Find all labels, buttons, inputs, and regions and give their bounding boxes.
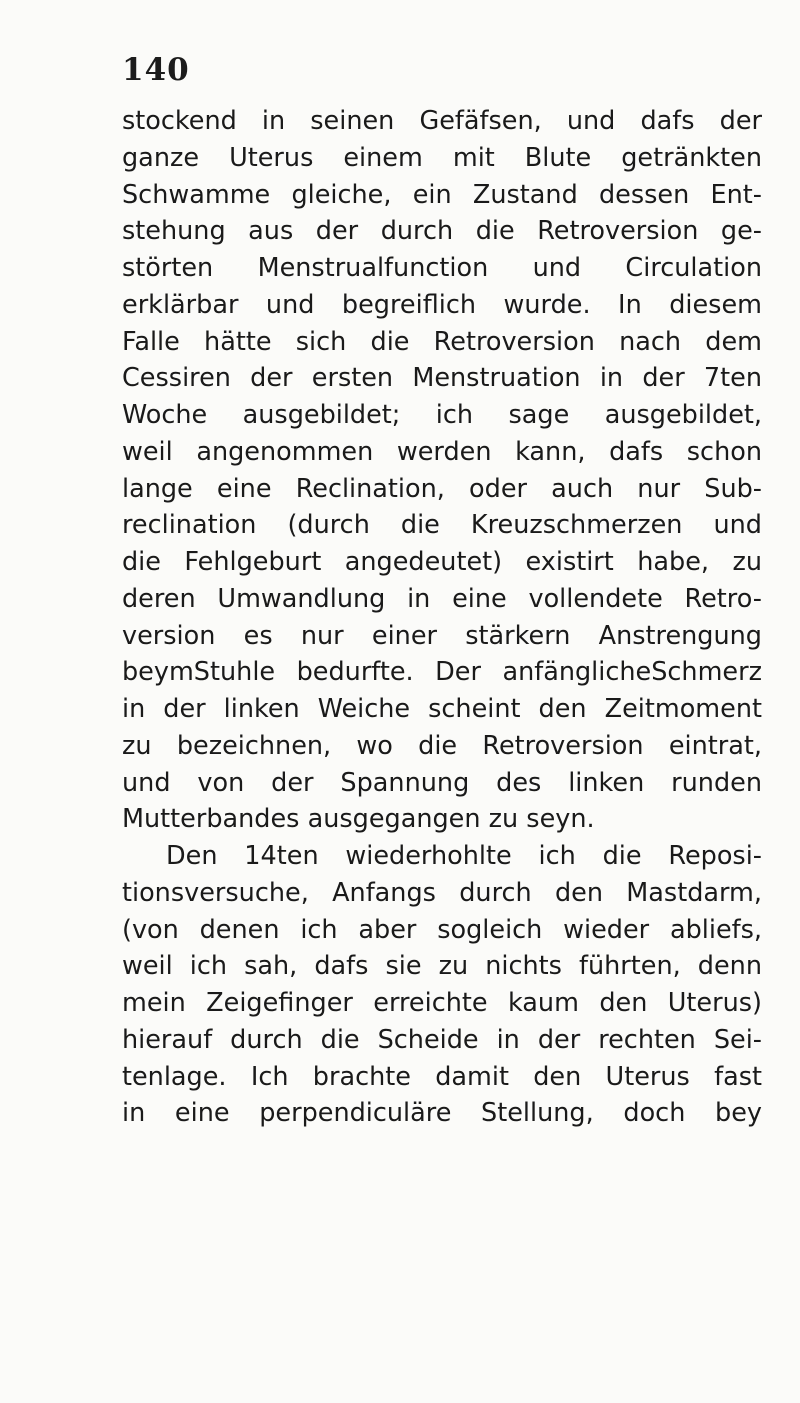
text-line: in der linken Weiche scheint den Zeitmoment	[122, 694, 762, 724]
text-line: tenlage. Ich brachte damit den Uterus fast	[122, 1061, 762, 1092]
text-line: Woche ausgebildet; ich sage ausgebildet,	[122, 400, 762, 430]
text-line: version es nur einer stärkern Anstrengung	[122, 620, 762, 651]
text-line: Mutterbandes ausgegangen zu seyn.	[122, 804, 595, 835]
text-line: (von denen ich aber sogleich wieder abliefs,	[122, 914, 762, 945]
text-line: erklärbar und begreiflich wurde. In diesem	[122, 289, 762, 320]
text-line: reclination (durch die Kreuzschmerzen und	[122, 510, 762, 541]
text-line: Den 14ten wiederhohlte ich die Reposi-	[166, 841, 762, 871]
text-line: und von der Spannung des linken runden	[122, 767, 762, 798]
text-line: stockend in seinen Gefäfsen, und dafs der	[122, 106, 762, 136]
page-number: 140	[122, 52, 190, 88]
text-line: hierauf durch die Scheide in der rechten Sei-	[122, 1024, 762, 1055]
text-line: Falle hätte sich die Retroversion nach dem	[122, 326, 762, 357]
text-line: ganze Uterus einem mit Blute getränkten	[122, 142, 762, 173]
text-line: Schwamme gleiche, ein Zustand dessen Ent-	[122, 179, 762, 210]
text-line: zu bezeichnen, wo die Retroversion eintrat,	[122, 730, 762, 761]
text-line: tionsversuche, Anfangs durch den Mastdarm,	[122, 877, 762, 908]
text-line: in eine perpendiculäre Stellung, doch bey	[122, 1098, 762, 1129]
text-line: stehung aus der durch die Retroversion ge-	[122, 216, 762, 247]
text-line: störten Menstrualfunction und Circulation	[122, 253, 762, 283]
text-line: die Fehlgeburt angedeutet) existirt habe, zu	[122, 547, 762, 577]
text-line: mein Zeigefinger erreichte kaum den Uterus)	[122, 988, 762, 1018]
text-line: deren Umwandlung in eine vollendete Retro-	[122, 583, 762, 614]
body-text	[122, 103, 762, 1132]
text-line: Cessiren der ersten Menstruation in der 7ten	[122, 363, 762, 394]
text-line: beymStuhle bedurfte. Der anfänglicheSchmerz	[122, 657, 762, 688]
text-line: weil ich sah, dafs sie zu nichts führten, denn	[122, 951, 762, 982]
text-line: weil angenommen werden kann, dafs schon	[122, 436, 762, 467]
text-line: lange eine Reclination, oder auch nur Sub-	[122, 473, 762, 504]
